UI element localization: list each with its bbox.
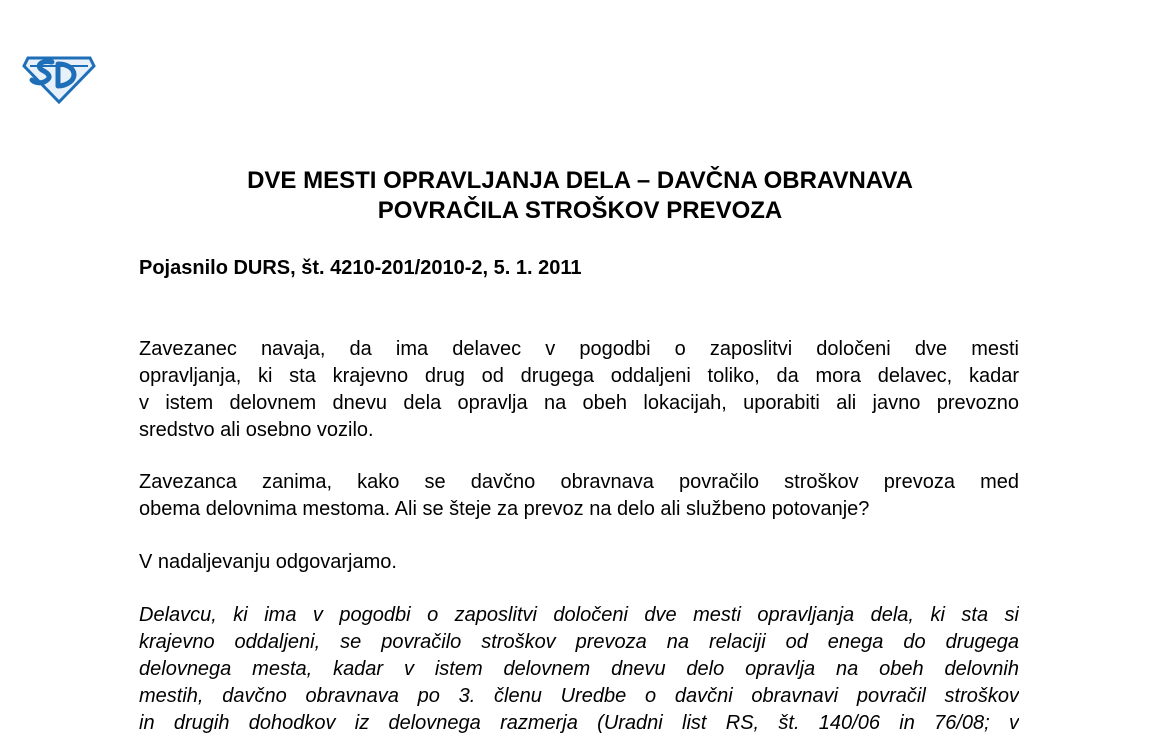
title-line: POVRAČILA STROŠKOV PREVOZA <box>377 197 783 224</box>
text-line: V nadaljevanju odgovarjamo. <box>139 551 397 573</box>
text-line: opravljanja, ki sta krajevno drug od drugega oddaljeni toliko, da mora delavec, kadar <box>139 365 1019 387</box>
text-line: krajevno oddaljeni, se povračilo stroškov prevoza na relaciji od enega do drugega <box>139 631 1019 653</box>
text-line: delovnega mesta, kadar v istem delovnem dnevu delo opravlja na obeh delovnih <box>139 658 1019 680</box>
text-line: mestih, davčno obravnava po 3. členu Uredbe o davčni obravnavi povračil stroškov <box>139 685 1019 707</box>
document-title <box>140 166 1020 226</box>
paragraph-1 <box>139 336 1019 444</box>
text-line: Delavcu, ki ima v pogodbi o zaposlitvi določeni dve mesti opravljanja dela, ki sta si <box>139 604 1019 626</box>
text-line: v istem delovnem dnevu dela opravlja na obeh lokacijah, uporabiti ali javno prevozno <box>139 392 1019 414</box>
paragraph-2 <box>139 469 1019 523</box>
text-line: in drugih dohodkov iz delovnega razmerja (Uradni list RS, št. 140/06 in 76/08; v <box>139 712 1019 734</box>
text-line: obema delovnima mestoma. Ali se šteje za prevoz na delo ali službeno potovanje? <box>139 498 870 520</box>
text-line: Zavezanca zanima, kako se davčno obravnava povračilo stroškov prevoza med <box>139 471 1019 493</box>
text-line: sredstvo ali osebno vozilo. <box>139 419 374 441</box>
paragraph-3 <box>139 549 1019 576</box>
company-logo-icon <box>22 52 96 104</box>
text-line: Zavezanec navaja, da ima delavec v pogodbi o zaposlitvi določeni dve mesti <box>139 338 1019 360</box>
title-line: DVE MESTI OPRAVLJANJA DELA – DAVČNA OBRAVNAVA <box>247 167 913 194</box>
paragraph-4-answer <box>139 602 1019 737</box>
document-reference: Pojasnilo DURS, št. 4210-201/2010-2, 5. 1. 2011 <box>139 257 582 279</box>
